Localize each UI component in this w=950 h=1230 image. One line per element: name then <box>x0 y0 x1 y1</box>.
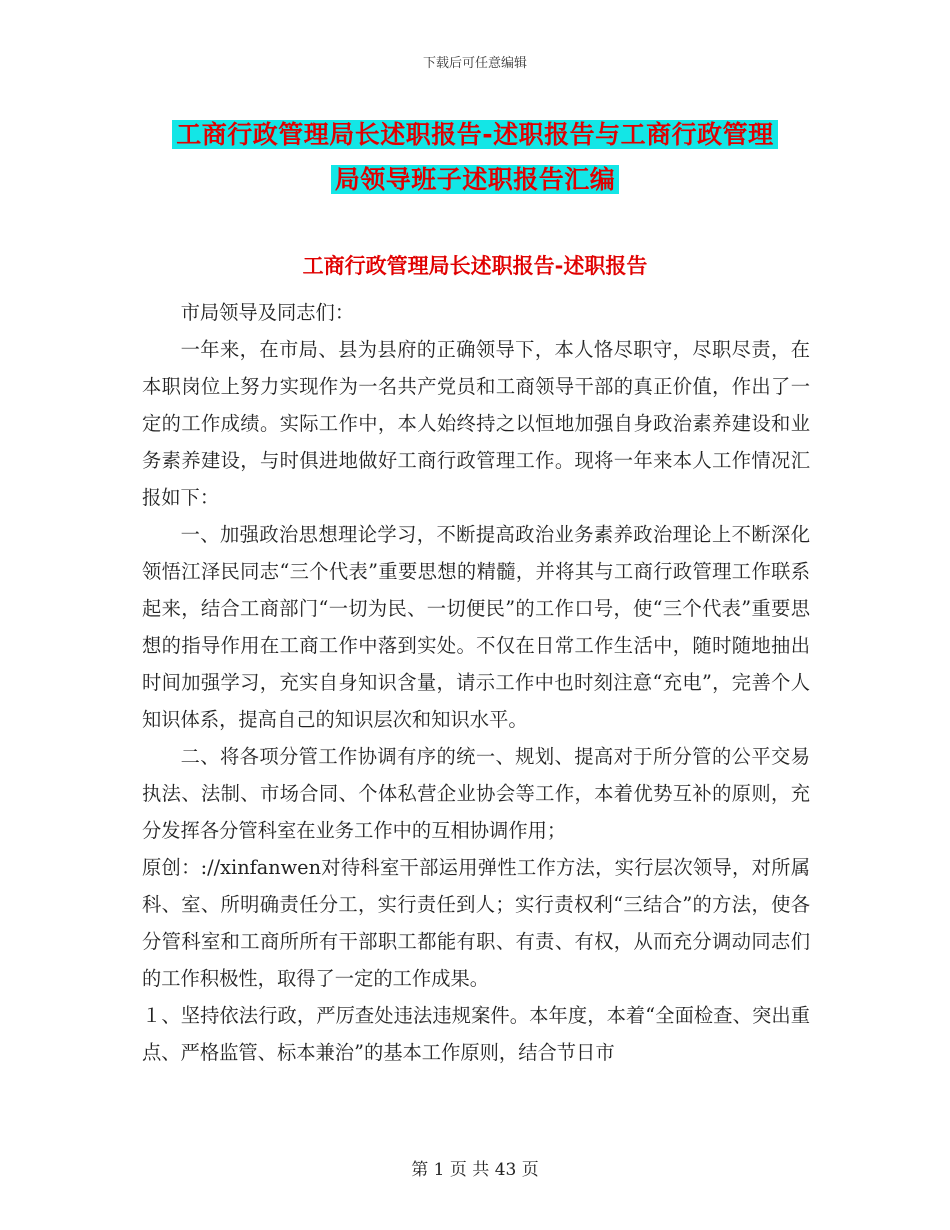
paragraph-item-1: １、坚持依法行政，严厉查处违法违规案件。本年度，本着“全面检查、突出重点、严格监管、标本兼治”的基本工作原则，结合节日市 <box>142 1004 810 1064</box>
paragraph-intro: 一年来，在市局、县为县府的正确领导下，本人恪尽职守，尽职尽责，在本职岗位上努力实现作为一名共产党员和工商领导干部的真正价值，作出了一定的工作成绩。实际工作中，本人始终持之以恒地加强自身政治素养建设和业务素养建设，与时俱进地做好工商行政管理工作。现将一年来本人工作情况汇报如下： <box>142 338 810 509</box>
section-subtitle: 工商行政管理局长述职报告-述职报告 <box>302 254 648 278</box>
body-text <box>142 294 810 1071</box>
paragraph-section-2: 二、将各项分管工作协调有序的统一、规划、提高对于所分管的公平交易执法、法制、市场合同、个体私营企业协会等工作，本着优势互补的原则，充分发挥各分管科室在业务工作中的互相协调作用； <box>142 745 810 842</box>
paragraph-section-1: 一、加强政治思想理论学习，不断提高政治业务素养政治理论上不断深化领悟江泽民同志“三个代表”重要思想的精髓，并将其与工商行政管理工作联系起来，结合工商部门“一切为民、一切便民”的工作口号，使“三个代表”重要思想的指导作用在工商工作中落到实处。不仅在日常工作生活中，随时随地抽出时间加强学习，充实自身知识含量，请示工作中也时刻注意“充电”，完善个人知识体系，提高自己的知识层次和知识水平。 <box>142 523 810 731</box>
page-footer: 第 1 页 共 43 页 <box>411 1160 539 1180</box>
paragraph-section-2-cont: 原创：://xinfanwen对待科室干部运用弹性工作方法，实行层次领导，对所属科、室、所明确责任分工，实行责任到人；实行责权利“三结合”的方法，使各分管科室和工商所所有干部职工都能有职、有责、有权，从而充分调动同志们的工作积极性，取得了一定的工作成果。 <box>142 856 810 990</box>
main-title-line-1 <box>0 115 950 151</box>
main-title-line-2 <box>0 160 950 196</box>
main-title-line-2-text: 局领导班子述职报告汇编 <box>331 165 620 194</box>
paragraph-salutation: 市局领导及同志们： <box>180 301 355 324</box>
header-note: 下载后可任意编辑 <box>422 56 527 71</box>
main-title-line-1-text: 工商行政管理局长述职报告-述职报告与工商行政管理 <box>172 120 777 149</box>
